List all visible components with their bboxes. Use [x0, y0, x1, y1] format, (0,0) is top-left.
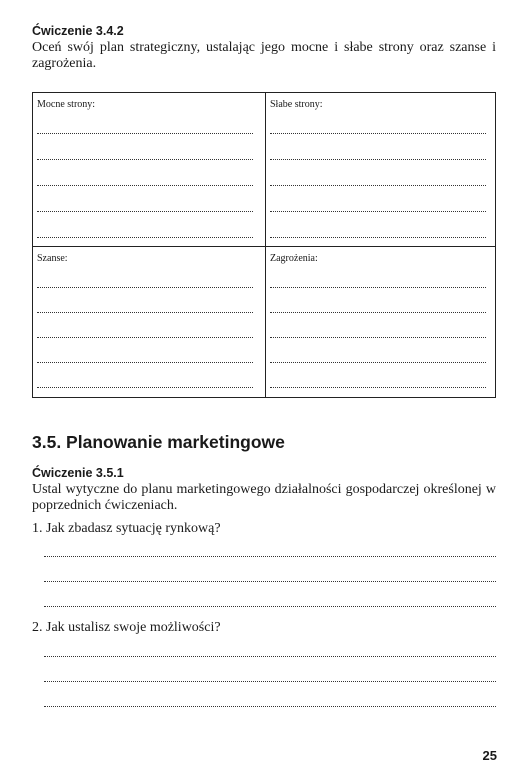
swot-table — [32, 92, 496, 398]
answer-line[interactable] — [37, 237, 253, 238]
answer-line[interactable] — [270, 211, 486, 212]
answer-line[interactable] — [44, 656, 496, 657]
answer-line[interactable] — [37, 312, 253, 313]
answer-line[interactable] — [44, 681, 496, 682]
answer-line[interactable] — [44, 706, 496, 707]
answer-line[interactable] — [37, 133, 253, 134]
answer-line[interactable] — [270, 185, 486, 186]
answer-line[interactable] — [270, 337, 486, 338]
swot-label-weaknesses: Słabe strony: — [270, 99, 323, 110]
exercise-3-4-2-title: Ćwiczenie 3.4.2 — [32, 24, 124, 38]
answer-line[interactable] — [270, 287, 486, 288]
answer-line[interactable] — [270, 133, 486, 134]
page-number: 25 — [482, 748, 497, 763]
section-heading: 3.5. Planowanie marketingowe — [32, 432, 285, 452]
answer-line[interactable] — [44, 581, 496, 582]
exercise-3-5-1-title: Ćwiczenie 3.5.1 — [32, 466, 124, 480]
answer-line[interactable] — [37, 287, 253, 288]
answer-line[interactable] — [44, 606, 496, 607]
exercise-3-5-1-instruction: Ustal wytyczne do planu marketingowego działalności gospodarczej określonej w poprzednich ćwiczeniach. — [32, 482, 496, 513]
answer-line[interactable] — [270, 237, 486, 238]
answer-line[interactable] — [37, 185, 253, 186]
swot-cell-weaknesses — [266, 93, 498, 246]
answer-line[interactable] — [270, 362, 486, 363]
answer-line[interactable] — [270, 387, 486, 388]
exercise-3-4-2-instruction: Oceń swój plan strategiczny, ustalając jego mocne i słabe strony oraz szanse i zagrożenia. — [32, 40, 496, 71]
swot-label-strengths: Mocne strony: — [37, 99, 96, 110]
swot-label-threats: Zagrożenia: — [270, 253, 318, 264]
answer-line[interactable] — [270, 159, 486, 160]
answer-line[interactable] — [37, 387, 253, 388]
answer-line[interactable] — [37, 362, 253, 363]
question-1: 1. Jak zbadasz sytuację rynkową? — [32, 521, 221, 536]
answer-line[interactable] — [44, 556, 496, 557]
swot-cell-strengths — [33, 93, 265, 246]
swot-cell-threats — [266, 247, 498, 400]
answer-line[interactable] — [37, 159, 253, 160]
answer-line[interactable] — [270, 312, 486, 313]
question-2: 2. Jak ustalisz swoje możliwości? — [32, 620, 221, 635]
swot-label-opportunities: Szanse: — [37, 253, 68, 264]
swot-cell-opportunities — [33, 247, 265, 400]
answer-line[interactable] — [37, 211, 253, 212]
answer-line[interactable] — [37, 337, 253, 338]
